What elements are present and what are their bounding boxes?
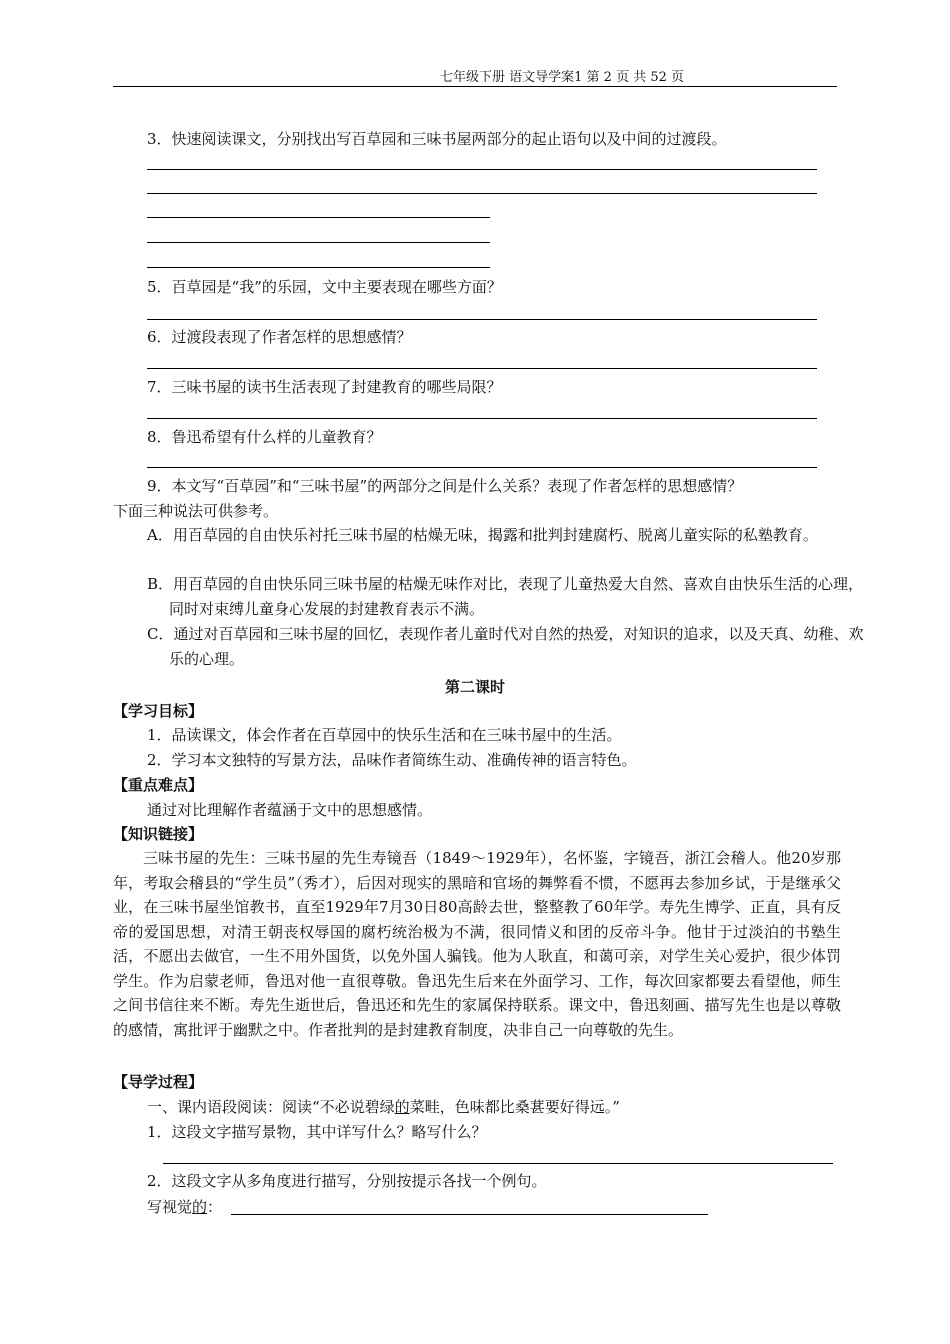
goal-1: 1．品读课文，体会作者在百草园中的快乐生活和在三味书屋中的生活。 bbox=[147, 726, 622, 744]
option-b: B．用百草园的自由快乐同三味书屋的枯燥无味作对比，表现了儿童热爱大自然、喜欢自由快乐生活的心理，同时对束缚儿童身心发展的封建教育表示不满。 bbox=[147, 575, 864, 618]
answer-line[interactable] bbox=[231, 1214, 708, 1215]
link-heading: 【知识链接】 bbox=[113, 825, 204, 843]
visual-prompt-part: 写视觉 bbox=[147, 1198, 193, 1216]
process-heading: 【导学过程】 bbox=[113, 1073, 204, 1091]
link-paragraph: 三味书屋的先生：三味书屋的先生寿镜吾（1849～1929年），名怀鉴，字镜吾，浙江会稽人。他20岁那年，考取会稽县的“学生员”（秀才），后因对现实的黑暗和官场的舞弊看不惯，不愿再去参加乡试，于是继承父业，在三味书屋坐馆教书，直至1929年7月30日80高龄去世，整整教了60年学。寿先生博学、正直，具有反帝的爱国思想，对清王朝丧权辱国的腐朽统治极为不满，很同情义和团的反帝斗争。他甘于过淡泊的书塾生活，不愿出去做官，一生不用外国货，以免外国人骗钱。他为人耿直，和蔼可亲，对学生关心爱护，很少体罚学生。作为启蒙老师，鲁迅对他一直很尊敬。鲁迅先生后来在外面学习、工作，每次回家都要去看望他，师生之间书信往来不断。寿先生逝世后，鲁迅还和先生的家属保持联系。课文中，鲁迅刻画、描写先生也是以尊敬的感情，寓批评于幽默之中。作者批判的是封建教育制度，决非自己一向尊敬的先生。 bbox=[113, 849, 841, 1039]
question-9-note: 下面三种说法可供参考。 bbox=[113, 502, 279, 520]
question-7: 7．三味书屋的读书生活表现了封建教育的哪些局限？ bbox=[147, 378, 502, 396]
page-header: 七年级下册 语文导学案1 第 2 页 共 52 页 bbox=[440, 70, 685, 85]
section-title: 第二课时 bbox=[444, 678, 505, 696]
option-c: C．通过对百草园和三味书屋的回忆，表现作者儿童时代对自然的热爱，对知识的追求，以及天真、幼稚、欢乐的心理。 bbox=[147, 625, 864, 668]
answer-line[interactable] bbox=[147, 217, 490, 218]
answer-line[interactable] bbox=[147, 193, 817, 194]
reading-intro-part: 一、课内语段阅读：阅读“不必说碧绿 bbox=[147, 1098, 395, 1116]
question-3: 3．快速阅读课文，分别找出写百草园和三味书屋两部分的起止语句以及中间的过渡段。 bbox=[147, 130, 727, 148]
visual-prompt-underlined: 的 bbox=[192, 1198, 208, 1216]
answer-line[interactable] bbox=[147, 242, 490, 243]
key-text: 通过对比理解作者蕴涵于文中的思想感情。 bbox=[147, 801, 433, 819]
question-9: 9．本文写“百草园”和“三味书屋”的两部分之间是什么关系？表现了作者怎样的思想感情？ bbox=[147, 477, 743, 495]
answer-line[interactable] bbox=[147, 319, 817, 320]
question-6: 6．过渡段表现了作者怎样的思想感情？ bbox=[147, 328, 412, 346]
reading-intro-underlined: 的 bbox=[394, 1098, 410, 1116]
header-rule bbox=[113, 86, 837, 87]
goal-2: 2．学习本文独特的写景方法，品味作者简练生动、准确传神的语言特色。 bbox=[147, 751, 637, 769]
answer-line[interactable] bbox=[147, 418, 817, 419]
answer-line[interactable] bbox=[147, 467, 817, 468]
process-question-1: 1．这段文字描写景物，其中详写什么？略写什么？ bbox=[147, 1123, 487, 1141]
answer-line[interactable] bbox=[147, 368, 817, 369]
question-5: 5．百草园是“我”的乐园，文中主要表现在哪些方面？ bbox=[147, 278, 502, 296]
visual-prompt bbox=[147, 1196, 222, 1217]
visual-prompt-part: ： bbox=[207, 1198, 223, 1216]
process-question-2: 2．这段文字从多角度进行描写，分别按提示各找一个例句。 bbox=[147, 1172, 547, 1190]
answer-line[interactable] bbox=[147, 267, 490, 268]
question-8: 8．鲁迅希望有什么样的儿童教育？ bbox=[147, 428, 382, 446]
goals-heading: 【学习目标】 bbox=[113, 702, 204, 720]
reading-intro bbox=[147, 1096, 620, 1117]
answer-line[interactable] bbox=[147, 169, 817, 170]
reading-intro-part: 菜畦，色味都比桑葚要好得远。” bbox=[409, 1098, 620, 1116]
key-heading: 【重点难点】 bbox=[113, 776, 204, 794]
option-a: A．用百草园的自由快乐衬托三味书屋的枯燥无味，揭露和批判封建腐朽、脱离儿童实际的私塾教育。 bbox=[147, 526, 818, 544]
answer-line[interactable] bbox=[163, 1163, 833, 1164]
